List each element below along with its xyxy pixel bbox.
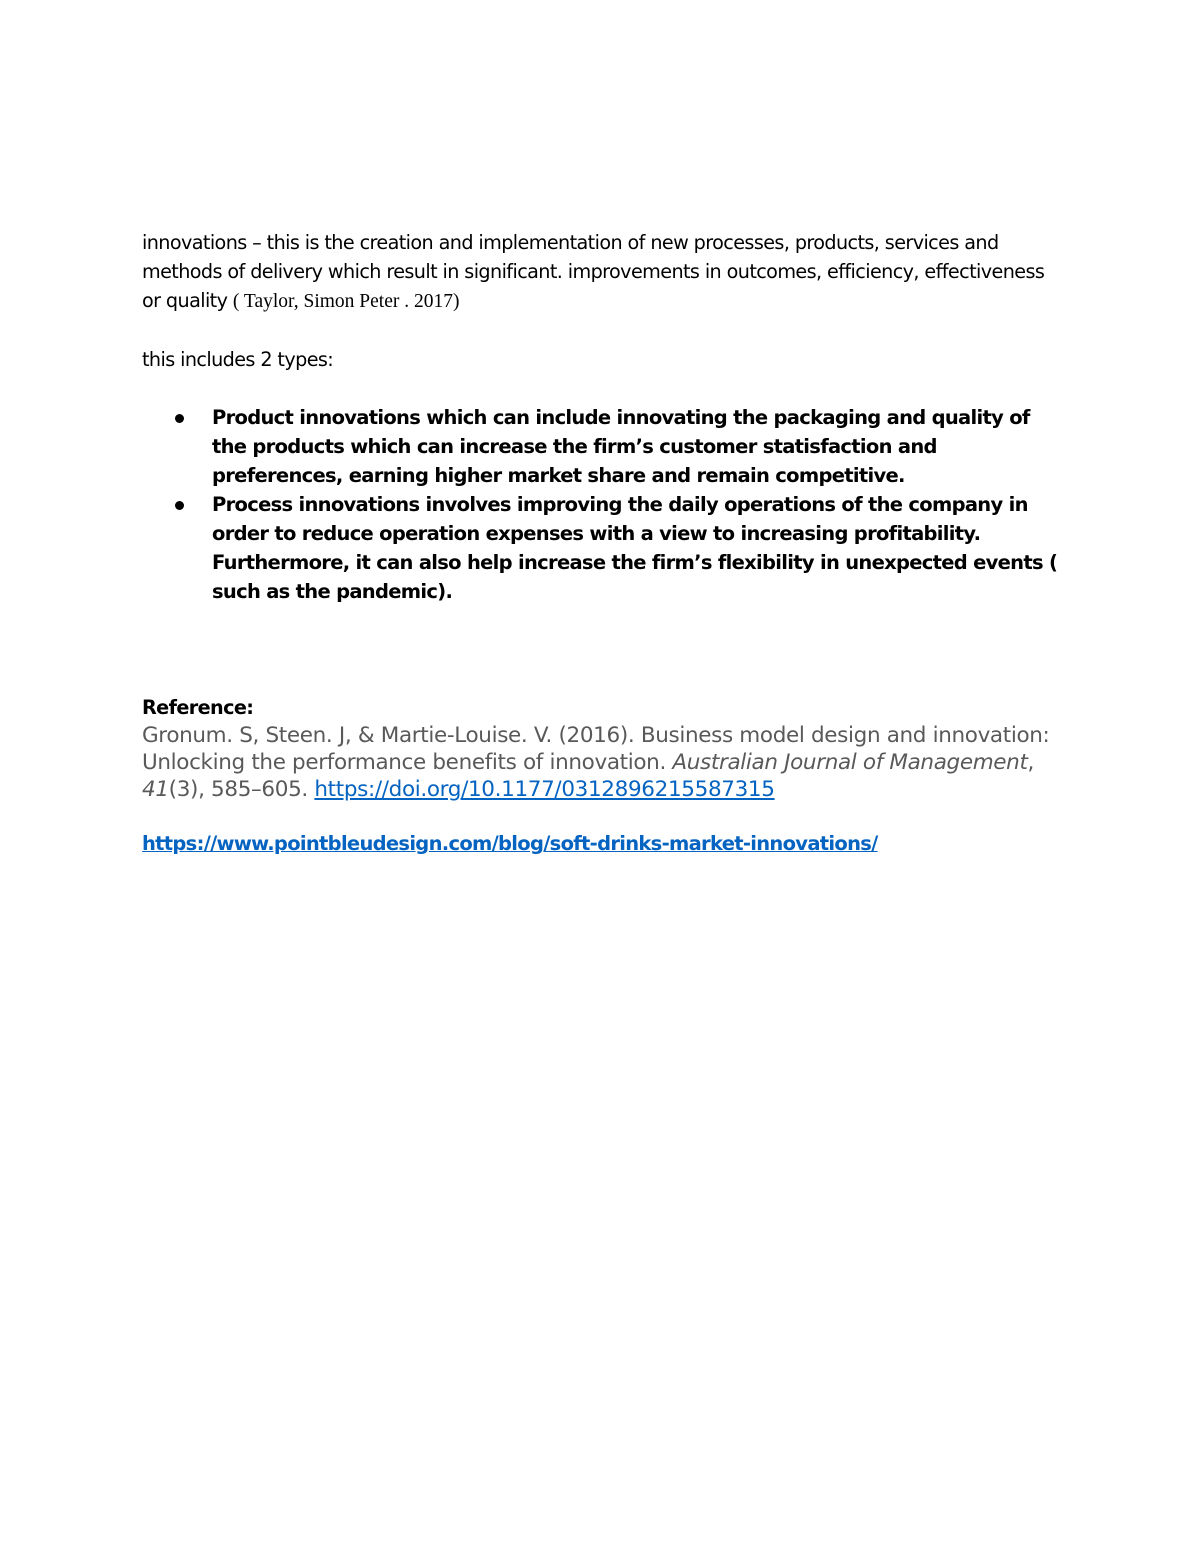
intro-paragraph — [142, 228, 1062, 316]
extra-link-paragraph — [142, 829, 1062, 858]
bullet-text: Process innovations involves improving the daily operations of the company in order to reduce operation expenses with a view to increasing profitability. Furthermore, it can also help increase the firm’s flexibility in unexpected events ( such as the pandemic). — [212, 493, 1058, 603]
pointbleudesign-link[interactable]: https://www.pointbleudesign.com/blog/soft-drinks-market-innovations/ — [142, 832, 878, 855]
reference-journal: Australian Journal of Management — [672, 750, 1028, 775]
list-item — [142, 490, 1062, 606]
reference-issue-pages: (3), 585–605. — [168, 777, 315, 802]
reference-heading: Reference: — [142, 696, 254, 719]
innovation-types-list — [142, 403, 1062, 606]
list-item — [142, 403, 1062, 490]
intro-lead-text: innovations – this is the creation and implementation of new processes, products, services and methods of delivery which result in significant. improvements in outcomes, efficiency, effectiveness or quality — [142, 231, 1045, 312]
reference-separator: , — [1027, 750, 1035, 775]
types-lead-text: this includes 2 types: — [142, 348, 334, 371]
reference-authors-title: Gronum. S, Steen. J, & Martie-Louise. V. (2016). Business model design and innovation: Unlocking the performance benefits of innovation. — [142, 723, 1050, 775]
document-body — [142, 228, 1062, 858]
bullet-text: Product innovations which can include innovating the packaging and quality of the products which can increase the firm’s customer statisfaction and preferences, earning higher market share and remain competitive. — [212, 406, 1030, 487]
section-spacer — [142, 606, 1062, 693]
reference-entry — [142, 722, 1062, 803]
bullet-icon — [175, 414, 184, 423]
reference-doi-link[interactable]: https://doi.org/10.1177/0312896215587315 — [314, 777, 775, 802]
bullet-icon — [175, 501, 184, 510]
intro-citation: ( Taylor, Simon Peter . 2017) — [232, 291, 460, 312]
reference-volume: 41 — [142, 777, 169, 802]
